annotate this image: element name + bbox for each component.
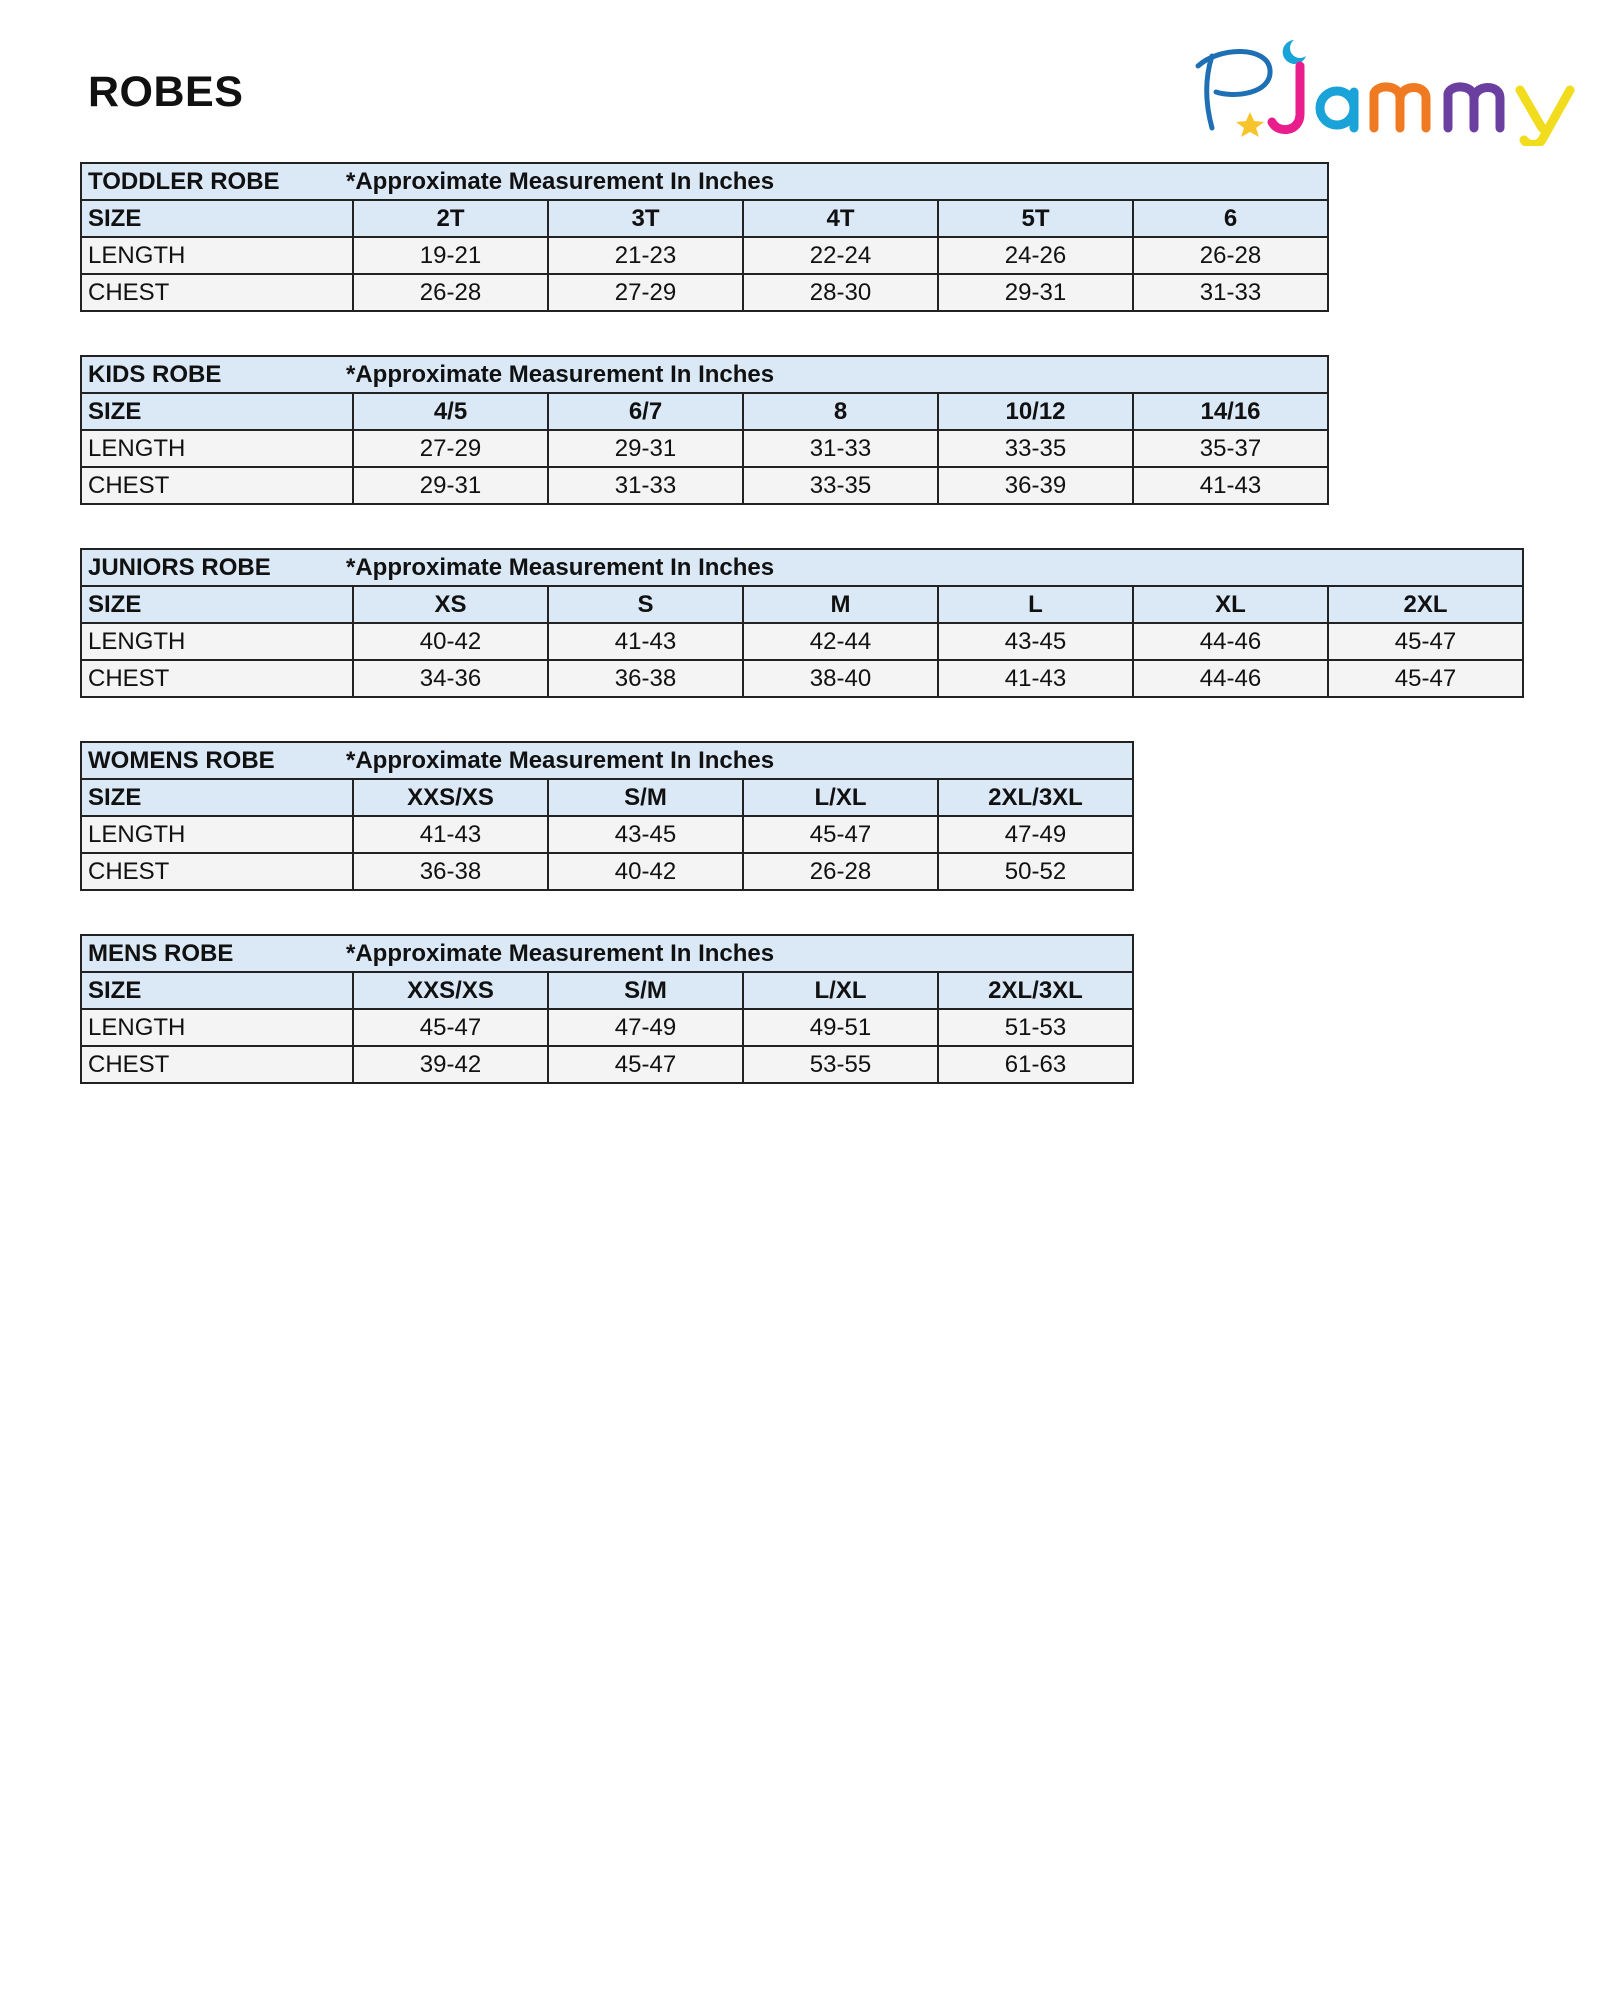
womens-robe-table — [80, 741, 1134, 891]
measurement-cell: 36-39 — [938, 467, 1133, 504]
measurement-cell: 19-21 — [353, 237, 548, 274]
table-row — [81, 430, 1328, 467]
measurement-cell: 33-35 — [938, 430, 1133, 467]
measurement-cell: 42-44 — [743, 623, 938, 660]
table-title-row — [81, 163, 1328, 200]
measurement-note: *Approximate Measurement In Inches — [346, 553, 775, 581]
table-name: WOMENS ROBE — [88, 746, 275, 774]
measurement-cell: 41-43 — [548, 623, 743, 660]
mens-robe-table — [80, 934, 1134, 1084]
table-row — [81, 1046, 1133, 1083]
table-row — [81, 816, 1133, 853]
kids-robe-table — [80, 355, 1329, 505]
size-header-label: SIZE — [81, 586, 353, 623]
measurement-cell: 40-42 — [353, 623, 548, 660]
size-header: 4/5 — [353, 393, 548, 430]
table-title-row — [81, 935, 1133, 972]
measurement-cell: 41-43 — [938, 660, 1133, 697]
measurement-cell: 39-42 — [353, 1046, 548, 1083]
size-header: XXS/XS — [353, 779, 548, 816]
size-header: 6/7 — [548, 393, 743, 430]
table-row — [81, 853, 1133, 890]
page-title: ROBES — [88, 68, 244, 116]
measurement-cell: 31-33 — [1133, 274, 1328, 311]
measurement-cell: 45-47 — [743, 816, 938, 853]
size-header-label: SIZE — [81, 972, 353, 1009]
table-title-row — [81, 549, 1523, 586]
measurement-cell: 22-24 — [743, 237, 938, 274]
row-label: CHEST — [81, 1046, 353, 1083]
row-label: CHEST — [81, 274, 353, 311]
toddler-robe-table — [80, 162, 1329, 312]
size-header: 14/16 — [1133, 393, 1328, 430]
size-header: L/XL — [743, 972, 938, 1009]
row-label: LENGTH — [81, 816, 353, 853]
measurement-cell: 29-31 — [353, 467, 548, 504]
size-header: 4T — [743, 200, 938, 237]
table-title-row — [81, 742, 1133, 779]
size-header: 3T — [548, 200, 743, 237]
measurement-cell: 50-52 — [938, 853, 1133, 890]
table-row — [81, 623, 1523, 660]
measurement-cell: 33-35 — [743, 467, 938, 504]
table-row — [81, 660, 1523, 697]
measurement-note: *Approximate Measurement In Inches — [346, 939, 775, 967]
measurement-cell: 51-53 — [938, 1009, 1133, 1046]
measurement-cell: 45-47 — [353, 1009, 548, 1046]
measurement-cell: 31-33 — [743, 430, 938, 467]
size-header: XXS/XS — [353, 972, 548, 1009]
measurement-cell: 47-49 — [938, 816, 1133, 853]
table-row — [81, 274, 1328, 311]
measurement-cell: 24-26 — [938, 237, 1133, 274]
table-row — [81, 1009, 1133, 1046]
measurement-cell: 45-47 — [1328, 623, 1523, 660]
table-name: MENS ROBE — [88, 939, 234, 967]
size-header: 2XL — [1328, 586, 1523, 623]
measurement-cell: 26-28 — [743, 853, 938, 890]
size-header-label: SIZE — [81, 393, 353, 430]
size-header: 2XL/3XL — [938, 972, 1133, 1009]
measurement-cell: 31-33 — [548, 467, 743, 504]
size-header: S/M — [548, 779, 743, 816]
measurement-cell: 26-28 — [1133, 237, 1328, 274]
size-header: 2XL/3XL — [938, 779, 1133, 816]
row-label: LENGTH — [81, 237, 353, 274]
measurement-cell: 45-47 — [548, 1046, 743, 1083]
size-header-label: SIZE — [81, 200, 353, 237]
size-header: 6 — [1133, 200, 1328, 237]
measurement-note: *Approximate Measurement In Inches — [346, 167, 775, 195]
size-header: XL — [1133, 586, 1328, 623]
row-label: LENGTH — [81, 623, 353, 660]
size-header: 5T — [938, 200, 1133, 237]
size-header-row — [81, 972, 1133, 1009]
table-title-row — [81, 356, 1328, 393]
row-label: LENGTH — [81, 1009, 353, 1046]
measurement-cell: 40-42 — [548, 853, 743, 890]
size-header: 2T — [353, 200, 548, 237]
table-name: TODDLER ROBE — [88, 167, 280, 195]
measurement-cell: 29-31 — [938, 274, 1133, 311]
table-row — [81, 467, 1328, 504]
measurement-cell: 36-38 — [548, 660, 743, 697]
size-header: S/M — [548, 972, 743, 1009]
size-header: L/XL — [743, 779, 938, 816]
measurement-cell: 26-28 — [353, 274, 548, 311]
measurement-cell: 34-36 — [353, 660, 548, 697]
table-name: KIDS ROBE — [88, 360, 222, 388]
measurement-cell: 53-55 — [743, 1046, 938, 1083]
row-label: CHEST — [81, 467, 353, 504]
size-header: L — [938, 586, 1133, 623]
measurement-cell: 45-47 — [1328, 660, 1523, 697]
measurement-cell: 43-45 — [938, 623, 1133, 660]
table-name: JUNIORS ROBE — [88, 553, 271, 581]
measurement-note: *Approximate Measurement In Inches — [346, 746, 775, 774]
measurement-cell: 44-46 — [1133, 660, 1328, 697]
size-header: 8 — [743, 393, 938, 430]
measurement-cell: 35-37 — [1133, 430, 1328, 467]
measurement-cell: 38-40 — [743, 660, 938, 697]
row-label: LENGTH — [81, 430, 353, 467]
size-header: M — [743, 586, 938, 623]
size-header-label: SIZE — [81, 779, 353, 816]
measurement-cell: 47-49 — [548, 1009, 743, 1046]
measurement-cell: 27-29 — [353, 430, 548, 467]
measurement-cell: 36-38 — [353, 853, 548, 890]
size-header: 10/12 — [938, 393, 1133, 430]
measurement-cell: 27-29 — [548, 274, 743, 311]
size-header-row — [81, 586, 1523, 623]
table-row — [81, 237, 1328, 274]
pjammy-logo — [1190, 36, 1590, 146]
row-label: CHEST — [81, 853, 353, 890]
measurement-cell: 44-46 — [1133, 623, 1328, 660]
row-label: CHEST — [81, 660, 353, 697]
size-header: XS — [353, 586, 548, 623]
measurement-cell: 41-43 — [353, 816, 548, 853]
measurement-cell: 61-63 — [938, 1046, 1133, 1083]
juniors-robe-table — [80, 548, 1524, 698]
measurement-cell: 29-31 — [548, 430, 743, 467]
measurement-cell: 43-45 — [548, 816, 743, 853]
measurement-cell: 41-43 — [1133, 467, 1328, 504]
measurement-cell: 21-23 — [548, 237, 743, 274]
measurement-note: *Approximate Measurement In Inches — [346, 360, 775, 388]
measurement-cell: 49-51 — [743, 1009, 938, 1046]
size-header-row — [81, 393, 1328, 430]
size-header-row — [81, 779, 1133, 816]
size-header: S — [548, 586, 743, 623]
measurement-cell: 28-30 — [743, 274, 938, 311]
size-header-row — [81, 200, 1328, 237]
